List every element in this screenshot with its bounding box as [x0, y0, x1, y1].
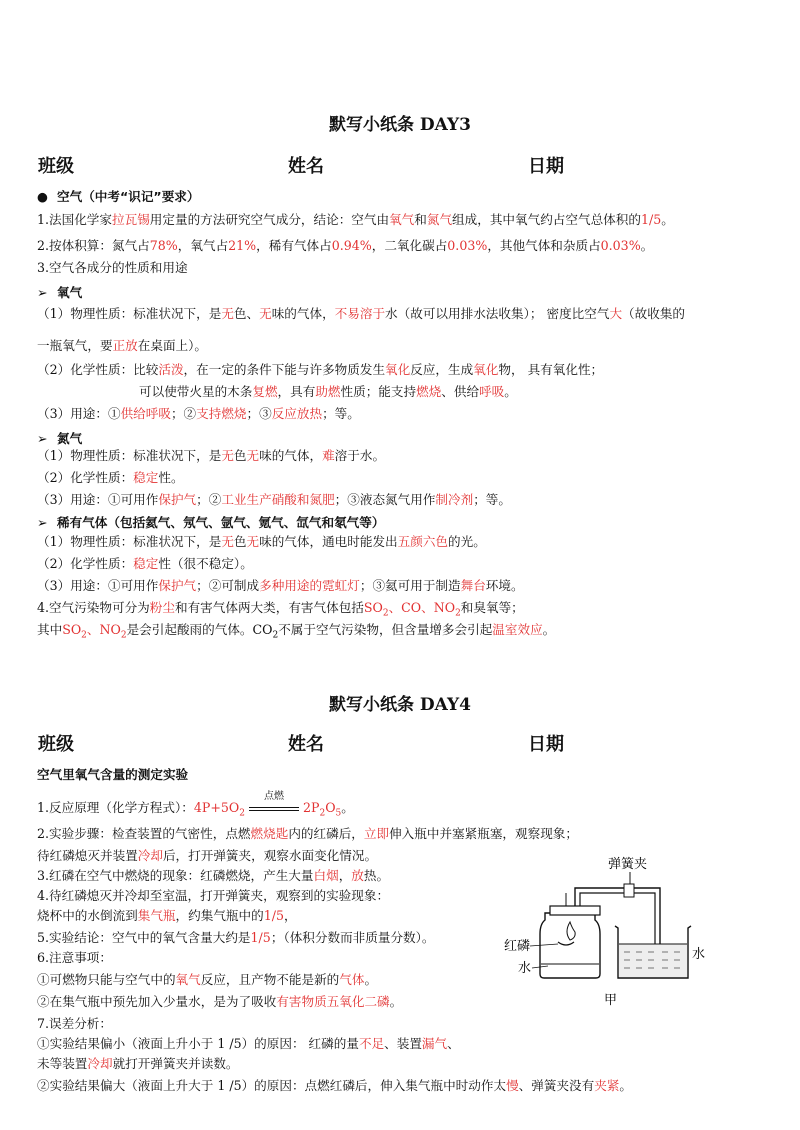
- phenomenon-line: 3.红磷在空气中燃烧的现象：红磷燃烧，产生大量白烟，放热。: [37, 868, 390, 883]
- spring-clamp-label: 弹簧夹: [608, 857, 648, 872]
- observation-line: 4.待红磷熄灭并冷却至室温，打开弹簧夹，观察到的实验现象：: [37, 888, 390, 903]
- figure-caption: 甲: [604, 993, 618, 1008]
- note-2: ②在集气瓶中预先加入少量水，是为了吸收有害物质五氧化二磷。: [37, 994, 403, 1009]
- arrow-bullet-icon: ➢: [37, 431, 48, 446]
- day3-title: 默写小纸条 DAY3: [329, 115, 471, 135]
- acid-rain-line: 其中$SO_2$、$NO_2$是会引起酸雨的气体。$CO_2$不属于空气污染物，但含量增多会引起温室效应。: [37, 622, 556, 641]
- error-large: ②实验结果偏大（液面上升大于 1 /5）的原因：点燃红磷后，伸入集气瓶中时动作太慢、弹簧夹没有夹紧。: [37, 1078, 632, 1093]
- equation-condition: 点燃: [245, 801, 303, 817]
- error-small: ①实验结果偏小（液面上升小于 1 /5）的原因： 红磷的量不足、装置漏气、: [37, 1036, 460, 1051]
- rare-gas-chemical: （2）化学性质：稳定性（很不稳定）。: [37, 556, 253, 571]
- water-label-right: 水: [692, 947, 706, 962]
- nitrogen-uses: （3）用途：①可用作保护气；②工业生产硝酸和氮肥；③液态氮气用作制冷剂；等。: [37, 492, 511, 507]
- steps-line-cont: 待红磷熄灭并装置冷却后，打开弹簧夹，观察水面变化情况。: [37, 848, 378, 863]
- day3-line-3: 3.空气各成分的性质和用途: [37, 260, 188, 275]
- stopper: [550, 906, 600, 915]
- water-label-left: 水: [518, 961, 532, 976]
- spring-clamp-icon: [624, 884, 634, 897]
- observation-line-cont: 烧杯中的水倒流到集气瓶，约集气瓶中的1/5，: [37, 908, 297, 923]
- rare-gas-heading: ➢ 稀有气体（包括氦气、氖气、氩气、氪气、氙气和氡气等）: [37, 515, 385, 530]
- oxygen-uses: （3）用途：①供给呼吸；②支持燃烧；③反应放热；等。: [37, 406, 360, 421]
- day3-section-heading: ● 空气（中考“识记”要求）: [37, 189, 200, 204]
- day4-section-heading: 空气里氧气含量的测定实验: [37, 767, 189, 782]
- day4-date-label: 日期: [528, 734, 564, 755]
- error-heading: 7.误差分析：: [37, 1016, 112, 1031]
- nitrogen-heading: ➢ 氮气: [37, 431, 83, 446]
- notes-heading: 6.注意事项：: [37, 950, 112, 965]
- note-1: ①可燃物只能与空气中的氧气反应，且产物不能是新的气体。: [37, 972, 378, 987]
- conclusion-line: 5.实验结论：空气中的氧气含量大约是1/5；（体积分数而非质量分数）。: [37, 930, 435, 945]
- day3-name-label: 姓名: [288, 156, 324, 177]
- bullet-dot-icon: ●: [37, 189, 48, 204]
- day3-date-label: 日期: [528, 156, 564, 177]
- steps-line: 2.实验步骤：检查装置的气密性，点燃燃烧匙内的红磷后，立即伸入瓶中并塞紧瓶塞，观察现象；: [37, 826, 578, 841]
- oxygen-chemical: （2）化学性质：比较活泼，在一定的条件下能与许多物质发生氧化反应，生成氧化物， 具有氧化性；: [37, 362, 604, 377]
- oxygen-physical-cont: 一瓶氧气，要正放在桌面上）。: [37, 338, 208, 353]
- pollutants-line: 4.空气污染物可分为粉尘和有害气体两大类，有害气体包括$SO_2$、CO、$NO_2$和臭氧等；: [37, 600, 524, 619]
- day4-title: 默写小纸条 DAY4: [329, 695, 471, 715]
- day3-line-1: 1.法国化学家拉瓦锡用定量的方法研究空气成分，结论：空气由氧气和氮气组成，其中氧气约占空气总体积的1/5。: [37, 212, 674, 227]
- red-phosphorus-label: 红磷: [504, 939, 531, 954]
- oxygen-chemical-cont: 可以使带火星的木条复燃，具有助燃性质；能支持燃烧、供给呼吸。: [139, 384, 517, 399]
- rare-gas-uses: （3）用途：①可用作保护气；②可制成多种用途的霓虹灯；③氦可用于制造舞台环境。: [37, 578, 524, 593]
- day3-line-2: 2.按体积算：氮气占78%，氧气占21%，稀有气体占0.94%，二氧化碳占0.03%，其他气体和杂质占0.03%。: [37, 238, 654, 253]
- arrow-bullet-icon: ➢: [37, 285, 48, 300]
- reaction-equation: 1.反应原理（化学方程式）：$4P+5O_2$ 点燃 $2P_2O_5$。: [37, 790, 354, 819]
- day3-class-label: 班级: [38, 156, 74, 177]
- day4-class-label: 班级: [38, 734, 74, 755]
- rare-gas-physical: （1）物理性质：标准状况下，是无色无味的气体，通电时能发出五颜六色的光。: [37, 534, 486, 549]
- apparatus-figure: [500, 848, 730, 1018]
- day4-name-label: 姓名: [288, 734, 324, 755]
- oxygen-heading: ➢ 氧气: [37, 285, 83, 300]
- oxygen-physical: （1）物理性质：标准状况下，是无色、无味的气体，不易溶于水（故可以用排水法收集）； 密度比空气大（故收集的: [37, 306, 686, 321]
- nitrogen-chemical: （2）化学性质：稳定性。: [37, 470, 184, 485]
- error-small-cont: 未等装置冷却就打开弹簧夹并读数。: [37, 1056, 239, 1071]
- nitrogen-physical: （1）物理性质：标准状况下，是无色无味的气体，难溶于水。: [37, 448, 386, 463]
- arrow-bullet-icon: ➢: [37, 515, 48, 530]
